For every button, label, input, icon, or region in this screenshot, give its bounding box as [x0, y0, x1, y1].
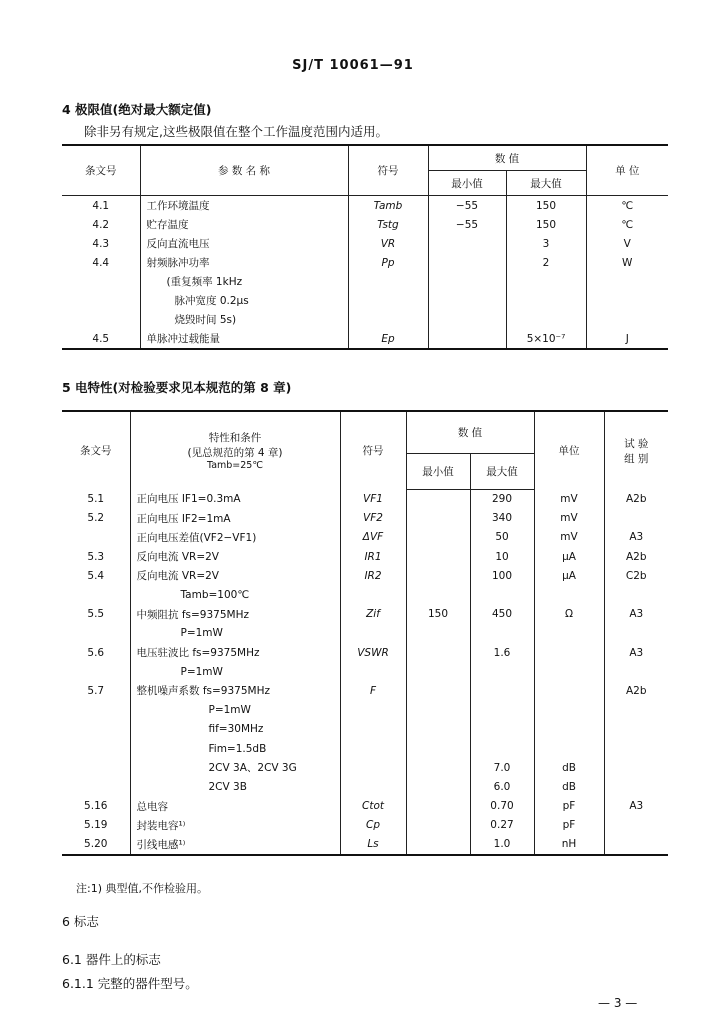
char-cell-unit: [534, 720, 604, 739]
char-cell-name: 总电容: [130, 797, 340, 816]
char-cell-name: P=1mW: [130, 662, 340, 681]
limits-cell-name: 单脉冲过载能量: [140, 329, 348, 349]
char-cell-max: 1.0: [470, 835, 534, 855]
table-footnote: 注:1) 典型值,不作检验用。: [76, 882, 208, 895]
limits-cell-unit: W: [586, 253, 668, 272]
limits-cell-min: [428, 291, 506, 310]
char-header-max: 最大值: [470, 453, 534, 489]
char-cell-name: 正向电压 IF1=0.3mA: [130, 489, 340, 509]
char-cell-max: [470, 739, 534, 758]
section-6-1-1-text: 6.1.1 完整的器件型号。: [62, 976, 198, 991]
char-cell-name: 电压驻波比 fs=9375MHz: [130, 643, 340, 662]
limits-cell-name: 烧毁时间 5s): [140, 310, 348, 329]
char-cell-min: [406, 547, 470, 566]
limits-header-clause: 条文号: [62, 145, 140, 196]
char-header-cond3: Tamb=25℃: [206, 460, 264, 471]
char-header-cond1: 特性和条件: [208, 432, 262, 444]
limits-row: [62, 329, 668, 349]
char-cell-unit: mV: [534, 509, 604, 528]
char-cell-name: 正向电压 IF2=1mA: [130, 509, 340, 528]
char-cell-min: [406, 528, 470, 547]
char-cell-clause: 5.16: [84, 800, 108, 813]
char-cell-clause: [62, 701, 130, 720]
section-6-1-title: 6.1 器件上的标志: [62, 952, 161, 967]
char-header-symbol: 符号: [340, 411, 406, 489]
char-cell-max: 0.70: [470, 797, 534, 816]
limits-row: [62, 272, 668, 291]
char-cell-clause: 5.6: [87, 646, 105, 659]
char-cell-clause: [62, 720, 130, 739]
limits-cell-min: −55: [428, 215, 506, 234]
limits-cell-min: [428, 310, 506, 329]
char-cell-symbol: [340, 585, 406, 604]
char-cell-clause: 5.20: [62, 835, 130, 855]
char-cell-min: [406, 566, 470, 585]
limits-cell-symbol: Ep: [348, 329, 428, 349]
char-cell-min: [406, 489, 470, 509]
char-cell-min: [406, 797, 470, 816]
char-cell-max: 50: [470, 528, 534, 547]
char-cell-unit: [534, 662, 604, 681]
char-cell-max: 100: [470, 566, 534, 585]
limits-cell-unit: V: [586, 234, 668, 253]
char-cell-unit: mV: [534, 489, 604, 509]
limits-cell-max: [506, 310, 586, 329]
char-cell-clause: [62, 585, 130, 604]
char-cell-min: [406, 643, 470, 662]
limits-row: [62, 310, 668, 329]
char-header-unit: 单位: [534, 411, 604, 489]
char-header-min: 最小值: [406, 453, 470, 489]
limits-cell-clause: [62, 310, 140, 329]
char-cell-clause: 5.3: [87, 550, 105, 563]
char-cell-min: 150: [406, 605, 470, 624]
char-cell-unit: [534, 585, 604, 604]
char-row: [62, 720, 668, 739]
char-cell-name: P=1mW: [130, 624, 340, 643]
limits-cell-max: 150: [506, 196, 586, 216]
char-cell-symbol: [340, 777, 406, 796]
char-cell-min: [406, 739, 470, 758]
limits-cell-min: −55: [428, 196, 506, 216]
char-header-group: [604, 411, 668, 489]
char-cell-group: [604, 777, 668, 796]
limits-cell-name: (重复频率 1kHz: [140, 272, 348, 291]
char-cell-group: [604, 701, 668, 720]
limits-header-max: 最大值: [506, 171, 586, 196]
char-row: [62, 624, 668, 643]
char-cell-max: [470, 624, 534, 643]
char-cell-unit: [534, 739, 604, 758]
char-cell-unit: Ω: [534, 605, 604, 624]
char-cell-symbol: IR2: [340, 566, 406, 585]
char-row: [62, 605, 668, 624]
limits-row: [62, 234, 668, 253]
limits-cell-max: [506, 291, 586, 310]
char-cell-min: [406, 681, 470, 700]
char-cell-unit: pF: [534, 816, 604, 835]
char-cell-max: 6.0: [470, 777, 534, 796]
char-cell-symbol: ΔVF: [340, 528, 406, 547]
char-cell-min: [406, 835, 470, 855]
char-cell-symbol: Zif: [340, 605, 406, 624]
section-4-title: 4 极限值(绝对最大额定值): [62, 102, 212, 117]
char-cell-clause: [62, 528, 130, 547]
limits-cell-clause: 4.4: [92, 256, 110, 269]
char-row: [62, 835, 668, 855]
char-cell-name: 正向电压差值(VF2−VF1): [130, 528, 340, 547]
char-cell-name: 反向电流 VR=2V: [130, 566, 340, 585]
limits-cell-name: 射频脉冲功率: [140, 253, 348, 272]
char-cell-min: [406, 816, 470, 835]
char-row: [62, 566, 668, 585]
char-cell-clause: 5.19: [84, 819, 108, 832]
limits-cell-clause: 4.3: [92, 237, 110, 250]
limits-header-param: 参 数 名 称: [140, 145, 348, 196]
char-cell-max: [470, 701, 534, 720]
char-cell-unit: [534, 681, 604, 700]
limits-cell-max: [506, 272, 586, 291]
char-cell-name: 中频阻抗 fs=9375MHz: [130, 605, 340, 624]
char-cell-unit: pF: [534, 797, 604, 816]
limits-row: [62, 291, 668, 310]
char-cell-group: [604, 720, 668, 739]
char-cell-max: 340: [470, 509, 534, 528]
limits-cell-name: 反向直流电压: [140, 234, 348, 253]
char-cell-max: [470, 662, 534, 681]
limits-cell-symbol: Pp: [348, 253, 428, 272]
char-row: [62, 797, 668, 816]
char-cell-group: [604, 662, 668, 681]
char-header-clause: 条文号: [62, 411, 130, 489]
limits-row: [62, 253, 668, 272]
char-cell-clause: 5.1: [87, 492, 105, 505]
document-header: SJ/T 10061—91: [292, 58, 414, 73]
char-row: [62, 489, 668, 509]
char-cell-symbol: F: [340, 681, 406, 700]
limits-cell-min: [428, 272, 506, 291]
char-cell-clause: 5.7: [87, 684, 105, 697]
limits-cell-clause: 4.5: [62, 329, 140, 349]
limits-cell-name: 贮存温度: [140, 215, 348, 234]
limits-header-unit: 单 位: [586, 145, 668, 196]
limits-cell-symbol: [348, 291, 428, 310]
char-cell-group: A3: [604, 797, 668, 816]
char-row: [62, 777, 668, 796]
limits-cell-max: 2: [506, 253, 586, 272]
char-cell-group: A3: [604, 643, 668, 662]
limits-cell-unit: ℃: [586, 215, 668, 234]
char-cell-symbol: [340, 624, 406, 643]
limits-header-value: 数 值: [428, 145, 586, 171]
char-cell-group: [604, 816, 668, 835]
char-cell-unit: μA: [534, 566, 604, 585]
limits-cell-min: [428, 329, 506, 349]
char-cell-symbol: Ls: [340, 835, 406, 855]
char-cell-unit: [534, 624, 604, 643]
page-number: — 3 —: [598, 996, 638, 1010]
char-cell-max: [470, 720, 534, 739]
char-cell-symbol: VSWR: [340, 643, 406, 662]
char-header-cond2: (见总规范的第 4 章): [187, 447, 283, 459]
limits-cell-unit: [586, 291, 668, 310]
char-cell-group: [604, 585, 668, 604]
char-row: [62, 662, 668, 681]
char-cell-clause: [62, 624, 130, 643]
char-cell-min: [406, 758, 470, 777]
char-cell-unit: μA: [534, 547, 604, 566]
char-cell-symbol: Cp: [340, 816, 406, 835]
limits-cell-symbol: Tstg: [348, 215, 428, 234]
char-cell-unit: mV: [534, 528, 604, 547]
char-row: [62, 547, 668, 566]
char-cell-max: [470, 585, 534, 604]
char-cell-group: A2b: [604, 681, 668, 700]
char-cell-clause: [62, 739, 130, 758]
char-cell-max: 7.0: [470, 758, 534, 777]
char-header-group2: 组 别: [624, 452, 649, 465]
char-cell-symbol: VF1: [340, 489, 406, 509]
char-row: [62, 585, 668, 604]
char-cell-symbol: IR1: [340, 547, 406, 566]
char-cell-clause: [62, 662, 130, 681]
limits-cell-unit: ℃: [586, 196, 668, 216]
limits-cell-clause: [62, 272, 140, 291]
char-cell-unit: dB: [534, 758, 604, 777]
limits-cell-symbol: Tamb: [348, 196, 428, 216]
limits-header-min: 最小值: [428, 171, 506, 196]
char-cell-name: 封装电容¹⁾: [130, 816, 340, 835]
limits-cell-name: 脉冲宽度 0.2μs: [140, 291, 348, 310]
char-cell-min: [406, 585, 470, 604]
char-cell-name: Fim=1.5dB: [130, 739, 340, 758]
section-4-subtitle: 除非另有规定,这些极限值在整个工作温度范围内适用。: [84, 124, 388, 139]
char-cell-clause: 5.2: [87, 512, 105, 525]
char-row: [62, 739, 668, 758]
limits-table: [62, 144, 668, 350]
section-5-title: 5 电特性(对检验要求见本规范的第 8 章): [62, 380, 292, 395]
char-cell-min: [406, 720, 470, 739]
limits-cell-unit: [586, 310, 668, 329]
limits-cell-unit: [586, 272, 668, 291]
char-cell-name: Tamb=100℃: [130, 585, 340, 604]
limits-cell-min: [428, 253, 506, 272]
char-cell-group: [604, 739, 668, 758]
char-cell-max: 10: [470, 547, 534, 566]
char-cell-max: 290: [470, 489, 534, 509]
char-cell-symbol: Ctot: [340, 797, 406, 816]
char-cell-name: 反向电流 VR=2V: [130, 547, 340, 566]
char-cell-group: [604, 509, 668, 528]
char-cell-name: 2CV 3B: [130, 777, 340, 796]
limits-cell-clause: 4.2: [92, 218, 110, 231]
char-cell-clause: 5.5: [87, 608, 105, 621]
limits-cell-min: [428, 234, 506, 253]
char-cell-symbol: [340, 701, 406, 720]
limits-cell-name: 工作环境温度: [140, 196, 348, 216]
limits-cell-symbol: [348, 310, 428, 329]
char-cell-symbol: VF2: [340, 509, 406, 528]
char-cell-unit: dB: [534, 777, 604, 796]
limits-cell-symbol: [348, 272, 428, 291]
char-cell-symbol: [340, 720, 406, 739]
char-cell-symbol: [340, 758, 406, 777]
characteristics-table: [62, 410, 668, 856]
limits-row: [62, 215, 668, 234]
char-row: [62, 509, 668, 528]
char-cell-group: A3: [604, 605, 668, 624]
char-cell-group: A2b: [604, 489, 668, 509]
limits-cell-max: 150: [506, 215, 586, 234]
limits-row: [62, 196, 668, 216]
char-cell-name: fif=30MHz: [130, 720, 340, 739]
char-row: [62, 701, 668, 720]
char-cell-max: [470, 681, 534, 700]
char-cell-group: [604, 758, 668, 777]
char-cell-clause: [62, 777, 130, 796]
char-header-group1: 试 验: [624, 437, 649, 450]
char-row: [62, 758, 668, 777]
char-cell-max: 450: [470, 605, 534, 624]
limits-cell-symbol: VR: [348, 234, 428, 253]
limits-cell-clause: 4.1: [92, 199, 110, 212]
char-cell-min: [406, 777, 470, 796]
char-cell-symbol: [340, 739, 406, 758]
char-header-value: 数 值: [406, 411, 534, 453]
char-row: [62, 681, 668, 700]
char-cell-clause: [62, 758, 130, 777]
char-cell-clause: 5.4: [87, 569, 105, 582]
char-row: [62, 816, 668, 835]
char-cell-group: C2b: [604, 566, 668, 585]
char-cell-min: [406, 509, 470, 528]
char-cell-group: [604, 624, 668, 643]
char-cell-group: A2b: [604, 547, 668, 566]
char-cell-unit: [534, 643, 604, 662]
char-cell-max: 0.27: [470, 816, 534, 835]
section-6-title: 6 标志: [62, 914, 99, 929]
char-cell-unit: nH: [534, 835, 604, 855]
char-cell-group: A3: [604, 528, 668, 547]
char-cell-name: 引线电感¹⁾: [130, 835, 340, 855]
char-cell-unit: [534, 701, 604, 720]
limits-cell-clause: [62, 291, 140, 310]
char-header-conditions: [130, 411, 340, 489]
limits-header-symbol: 符号: [348, 145, 428, 196]
char-cell-name: 整机噪声系数 fs=9375MHz: [130, 681, 340, 700]
char-row: [62, 643, 668, 662]
char-row: [62, 528, 668, 547]
char-cell-name: P=1mW: [130, 701, 340, 720]
limits-cell-unit: J: [586, 329, 668, 349]
char-cell-min: [406, 662, 470, 681]
limits-cell-max: 5×10⁻⁷: [506, 329, 586, 349]
char-cell-min: [406, 624, 470, 643]
char-cell-min: [406, 701, 470, 720]
limits-cell-max: 3: [506, 234, 586, 253]
char-cell-symbol: [340, 662, 406, 681]
char-cell-name: 2CV 3A、2CV 3G: [130, 758, 340, 777]
char-cell-group: [604, 835, 668, 855]
char-cell-max: 1.6: [470, 643, 534, 662]
